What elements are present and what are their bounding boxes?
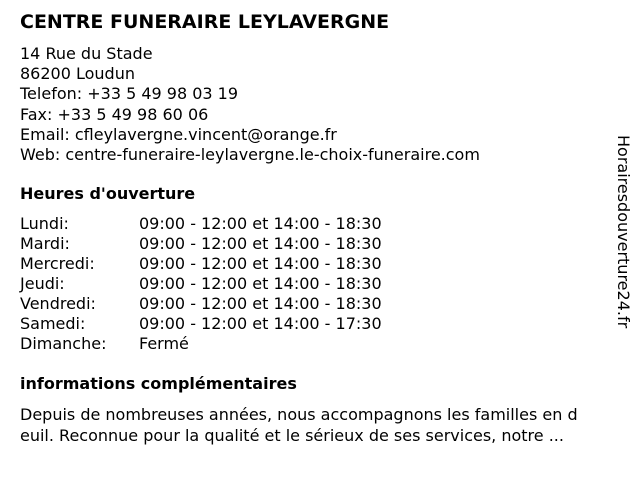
time-value: Fermé <box>139 334 189 353</box>
site-watermark: Horairesdouverture24.fr <box>614 135 633 329</box>
time-value: 09:00 - 12:00 et 14:00 - 18:30 <box>139 294 382 313</box>
day-label: Lundi: <box>20 214 69 233</box>
time-value: 09:00 - 12:00 et 14:00 - 18:30 <box>139 214 382 233</box>
time-value: 09:00 - 12:00 et 14:00 - 18:30 <box>139 234 382 253</box>
contact-block <box>20 44 480 165</box>
description-line: Depuis de nombreuses années, nous accompagnons les familles en d <box>20 405 578 424</box>
day-label: Jeudi: <box>20 274 65 293</box>
time-value: 09:00 - 12:00 et 14:00 - 17:30 <box>139 314 382 333</box>
email-address: Email: cfleylavergne.vincent@orange.fr <box>20 124 337 144</box>
time-value: 09:00 - 12:00 et 14:00 - 18:30 <box>139 254 382 273</box>
time-value: 09:00 - 12:00 et 14:00 - 18:30 <box>139 274 382 293</box>
website-address: Web: centre-funeraire-leylavergne.le-choix-funeraire.com <box>20 144 480 164</box>
business-name: CENTRE FUNERAIRE LEYLAVERGNE <box>20 11 390 33</box>
opening-hours-heading: Heures d'ouverture <box>20 184 196 203</box>
day-label: Vendredi: <box>20 294 96 313</box>
day-label: Mardi: <box>20 234 70 253</box>
phone-number: Telefon: +33 5 49 98 03 19 <box>20 84 239 104</box>
additional-info-heading: informations complémentaires <box>20 374 297 393</box>
description-line: euil. Reconnue pour la qualité et le sérieux de ses services, notre ... <box>20 425 564 445</box>
day-label: Mercredi: <box>20 254 95 273</box>
day-label: Samedi: <box>20 314 86 333</box>
day-label: Dimanche: <box>20 334 107 353</box>
additional-info-text <box>20 405 624 446</box>
address-city: 86200 Loudun <box>20 64 135 84</box>
address-street: 14 Rue du Stade <box>20 44 153 63</box>
fax-number: Fax: +33 5 49 98 60 06 <box>20 104 209 124</box>
